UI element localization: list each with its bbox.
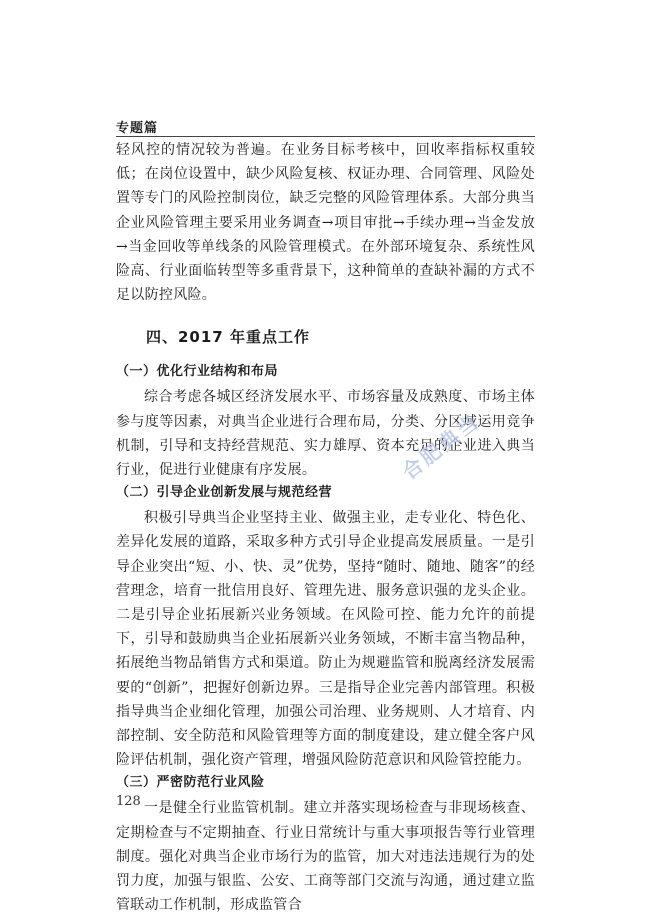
subsection-3-paragraph: 一是健全行业监管机制。建立并落实现场检查与非现场核查、定期检查与不定期抽查、行业日常统计与重大事项报告等行业管理制度。强化对典当企业市场行为的监管，加大对违法违规行为的处罚力度，加强与银监、公安、工商等部门交流与沟通，通过建立监管联动工作机制，形成监管合 <box>116 800 535 914</box>
page-body <box>116 138 535 917</box>
subsection-2-title: （二）引导企业创新发展与规范经营 <box>116 485 333 501</box>
header-rule <box>116 136 535 137</box>
subsection-3-title: （三）严密防范行业风险 <box>116 775 265 791</box>
section-header: 专题篇 <box>116 121 159 136</box>
subsection-2-paragraph: 积极引导典当企业坚持主业、做强主业，走专业化、特色化、差异化发展的道路，采取多种方式引导企业提高发展质量。一是引导企业突出“短、小、快、灵”优势，坚持“随时、随地、随客”的经营理念，培育一批信用良好、管理先进、服务意识强的龙头企业。二是引导企业拓展新兴业务领域。在风险可控、能力允许的前提下，引导和鼓励典当企业拓展新兴业务领域，不断丰富当物品种，拓展绝当物品销售方式和渠道。防止为规避监管和脱离经济发展需要的“创新”，把握好创新边界。三是指导企业完善内部管理。积极指导典当企业细化管理，加强公司治理、业务规则、人才培育、内部控制、安全防范和风险管理等方面的制度建设，建立健全客户风险评估机制，强化资产管理，增强风险防范意识和风险管控能力。 <box>116 510 535 769</box>
subsection-1-title: （一）优化行业结构和布局 <box>116 364 279 380</box>
page-number: 128 <box>116 794 141 809</box>
intro-paragraph: 轻风控的情况较为普遍。在业务目标考核中，回收率指标权重较低；在岗位设置中，缺少风险复核、权证办理、合同管理、风险处置等专门的风险控制岗位，缺乏完整的风险管理体系。大部分典当企业风险管理主要采用业务调查→项目审批→手续办理→当金发放→当金回收等单线条的风险管理模式。在外部环境复杂、系统性风险高、行业面临转型等多重背景下，这种简单的查缺补漏的方式不足以防控风险。 <box>116 142 535 304</box>
section-title: 四、2017 年重点工作 <box>146 328 310 347</box>
subsection-1-paragraph: 综合考虑各城区经济发展水平、市场容量及成熟度、市场主体参与度等因素，对典当企业进行合理布局，分类、分区域运用竞争机制，引导和支持经营规范、实力雄厚、资本充足的企业进入典当行业，促进行业健康有序发展。 <box>116 389 535 479</box>
watermark-stamp: 合肥典当 <box>397 408 485 485</box>
